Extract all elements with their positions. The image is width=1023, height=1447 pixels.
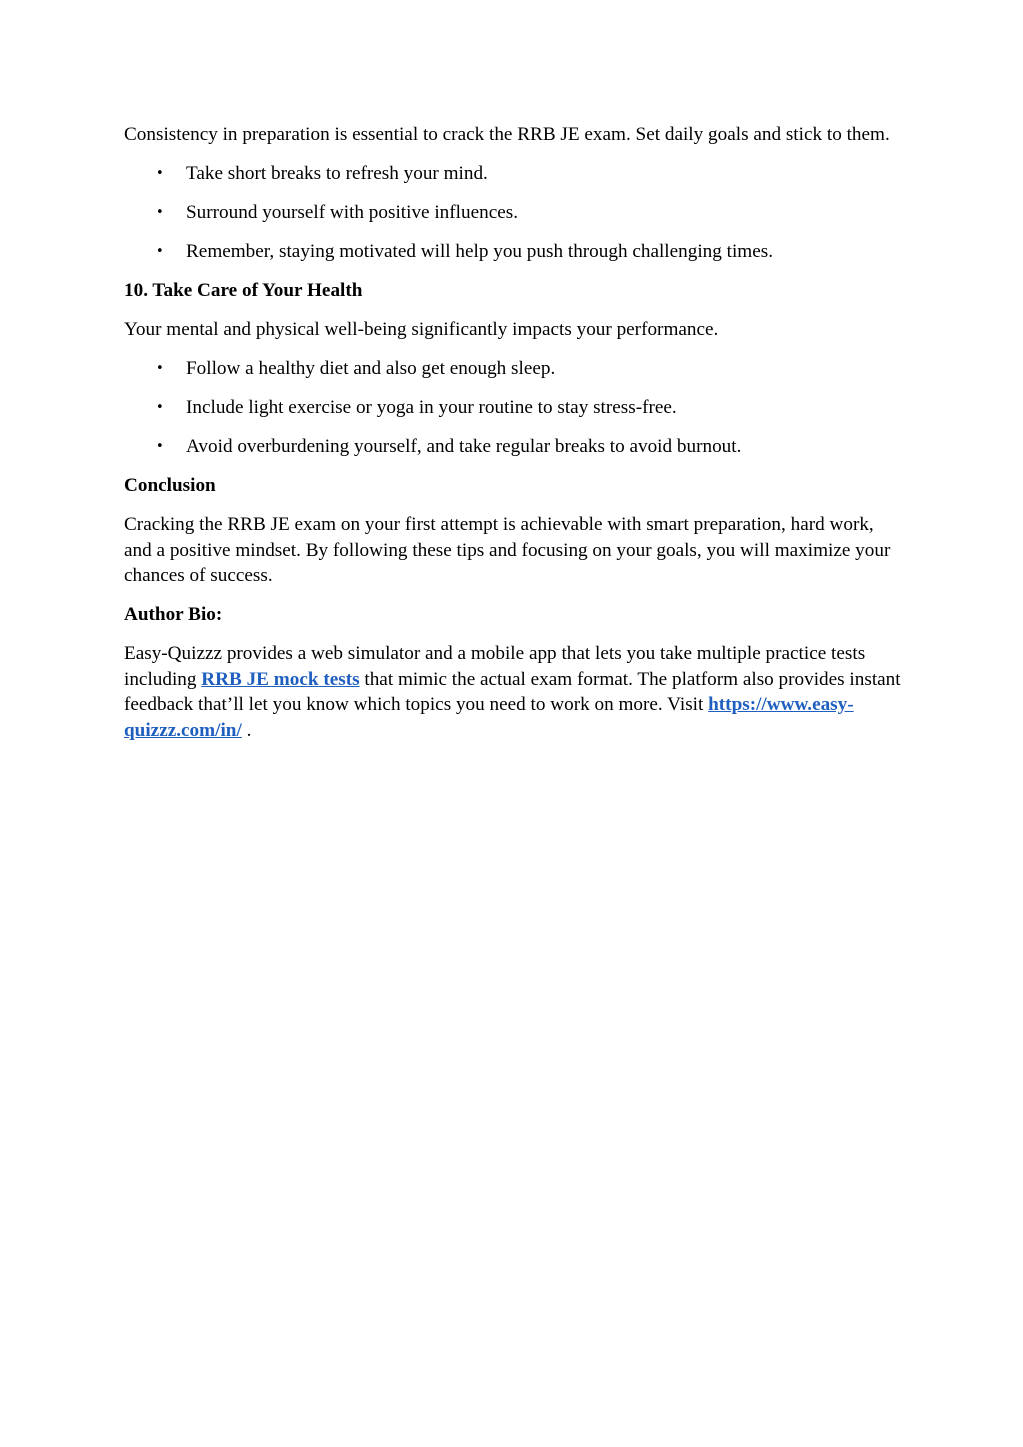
- author-bio-end-text: .: [241, 719, 252, 741]
- conclusion-heading: Conclusion: [124, 475, 216, 496]
- bullet-icon: •: [156, 166, 164, 181]
- author-bio-text: that mimic the actual exam format. The platform also provides instant feedback that’ll let you know which topics you need to work on more. Visit: [124, 668, 901, 715]
- author-bio-heading: Author Bio:: [124, 604, 223, 625]
- list-item: [124, 434, 904, 460]
- intro-paragraph: Consistency in preparation is essential to crack the RRB JE exam. Set daily goals and stick to them.: [124, 124, 890, 145]
- list-item: [124, 395, 904, 421]
- author-bio-paragraph: [124, 641, 904, 743]
- bullet-icon: •: [156, 400, 164, 415]
- bullet-icon: •: [156, 439, 164, 454]
- bullet-icon: •: [156, 361, 164, 376]
- list-item-text: Remember, staying motivated will help you push through challenging times.: [186, 241, 774, 262]
- easy-quizzz-url-link[interactable]: https://www.easy-quizzz.com/in/: [124, 694, 854, 741]
- list-item-text: Take short breaks to refresh your mind.: [186, 163, 488, 184]
- list-item: [124, 239, 904, 265]
- list-item: [124, 356, 904, 382]
- list-item-text: Follow a healthy diet and also get enough sleep.: [186, 358, 556, 379]
- bullet-icon: •: [156, 205, 164, 220]
- bullet-icon: •: [156, 244, 164, 259]
- list-item-text: Avoid overburdening yourself, and take regular breaks to avoid burnout.: [186, 436, 742, 457]
- health-list: [124, 356, 904, 460]
- list-item-text: Surround yourself with positive influences.: [186, 202, 518, 223]
- motivation-list: [124, 161, 904, 265]
- list-item: [124, 161, 904, 187]
- list-item: [124, 200, 904, 226]
- author-bio-text: Easy-Quizzz provides a web simulator and a mobile app that lets you take multiple practice tests including: [124, 643, 866, 690]
- health-heading: 10. Take Care of Your Health: [124, 280, 363, 301]
- conclusion-paragraph: Cracking the RRB JE exam on your first attempt is achievable with smart preparation, hard work, and a positive mindset. By following these tips and focusing on your goals, you will maximize your chances of success.: [124, 514, 891, 586]
- rrb-je-mock-tests-link[interactable]: RRB JE mock tests: [201, 668, 360, 690]
- list-item-text: Include light exercise or yoga in your routine to stay stress-free.: [186, 397, 677, 418]
- health-paragraph: Your mental and physical well-being significantly impacts your performance.: [124, 319, 719, 340]
- document-page: [124, 122, 904, 757]
